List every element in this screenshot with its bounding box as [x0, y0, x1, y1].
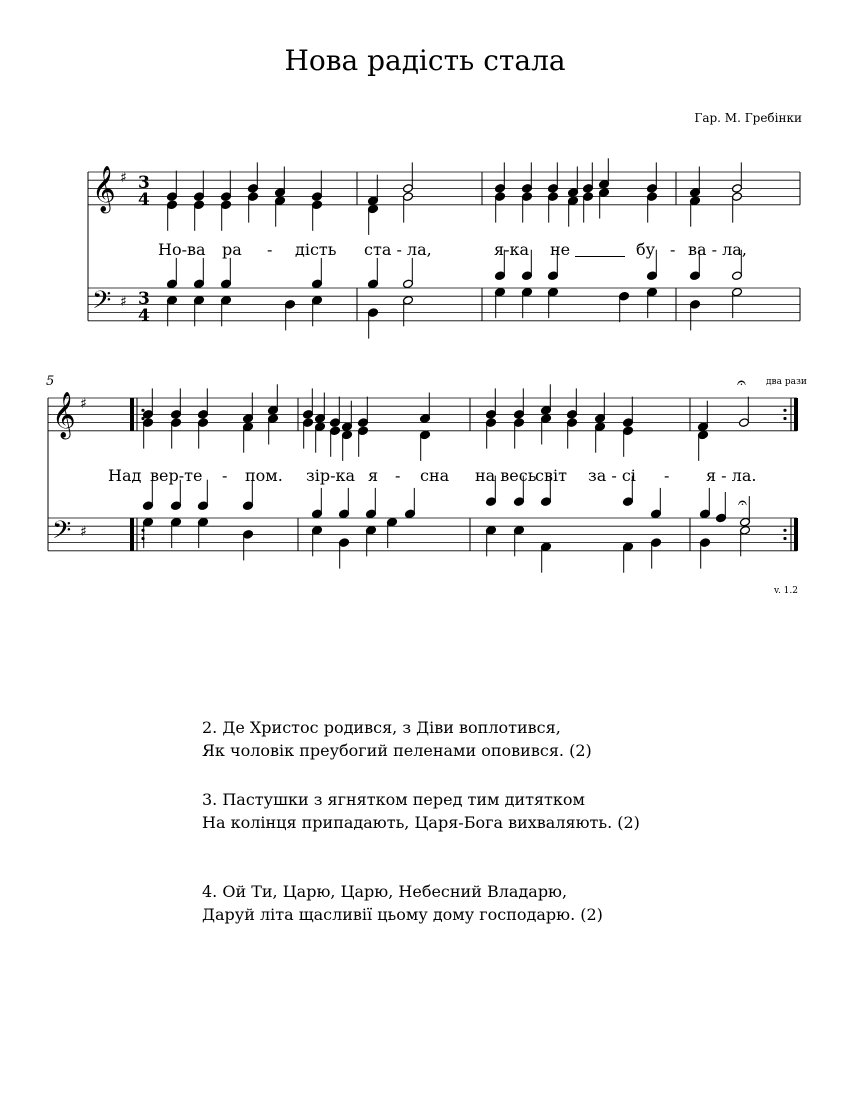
lyric: -	[664, 466, 670, 485]
key-signature-sharp: ♯	[80, 396, 87, 412]
lyric: я - ла.	[706, 466, 757, 485]
repeat-thick-bar	[130, 518, 134, 551]
repeat-thick-bar	[794, 518, 798, 551]
key-signature-sharp: ♯	[120, 294, 127, 310]
bass-clef-icon: 𝄢	[92, 286, 112, 321]
repeat-dot	[783, 529, 786, 532]
verse-line: Даруй літа щасливії цьому дому господарю. (2)	[202, 905, 603, 924]
repeat-dot	[141, 409, 144, 412]
lyric: ста - ла,	[364, 240, 432, 259]
verse-3	[202, 788, 640, 834]
repeat-dot	[783, 409, 786, 412]
lyric: сна	[420, 466, 450, 485]
lyric: на весь	[475, 466, 537, 485]
repeat-thick-bar	[794, 398, 798, 431]
lyric: світ	[535, 466, 567, 485]
lyric: я-ка	[494, 240, 530, 259]
time-signature-top: 3	[138, 173, 150, 193]
verse-line: 3. Пастушки з ягнятком перед тим дитятком	[202, 790, 585, 809]
lyric: ра	[222, 240, 242, 259]
verse-line: 4. Ой Ти, Царю, Царю, Небесний Владарю,	[202, 882, 568, 901]
lyric: Над	[108, 466, 142, 485]
time-signature-bottom: 4	[138, 306, 150, 326]
lyric: ва - ла,	[688, 240, 747, 259]
treble-clef-icon: 𝄞	[52, 392, 76, 438]
verse-line: 2. Де Христос родився, з Діви воплотився,	[202, 718, 561, 737]
version-label: v. 1.2	[773, 586, 798, 596]
song-title: Нова радість стала	[284, 44, 566, 77]
repeat-instruction: два рази	[766, 377, 807, 387]
lyric: за - сі	[588, 466, 636, 485]
verse-line: На колінця припадають, Царя-Бога вихваляють. (2)	[202, 813, 640, 832]
repeat-dot	[783, 417, 786, 420]
verse-line: Як чоловік преубогий пеленами оповився. (2)	[202, 741, 592, 760]
lyric: я	[368, 466, 379, 485]
time-signature-top: 3	[138, 289, 150, 309]
fermata-icon: 𝄐	[738, 493, 747, 512]
key-signature-sharp: ♯	[120, 170, 127, 186]
verse-2	[202, 716, 592, 762]
fermata-icon: 𝄐	[737, 373, 746, 392]
lyric: Но-ва	[158, 240, 206, 259]
verse-4	[202, 880, 603, 926]
lyric: -	[222, 466, 228, 485]
lyric: -	[395, 466, 401, 485]
lyric: вер-те	[150, 466, 203, 485]
lyric: не	[550, 240, 571, 259]
treble-clef-icon: 𝄞	[92, 166, 116, 212]
lyric: зір-ка	[306, 466, 356, 485]
repeat-thick-bar	[130, 398, 134, 431]
lyric: дість	[295, 240, 337, 259]
lyric: -	[670, 240, 676, 259]
lyric: пом.	[245, 466, 283, 485]
lyric: -	[267, 240, 273, 259]
measure-number: 5	[46, 374, 55, 389]
time-signature-bottom: 4	[138, 190, 150, 210]
repeat-dot	[783, 537, 786, 540]
lyric: бу	[636, 240, 656, 259]
bass-clef-icon: 𝄢	[52, 516, 72, 551]
key-signature-sharp: ♯	[80, 524, 87, 540]
arranger-credit: Гар. М. Гребінки	[694, 111, 802, 125]
